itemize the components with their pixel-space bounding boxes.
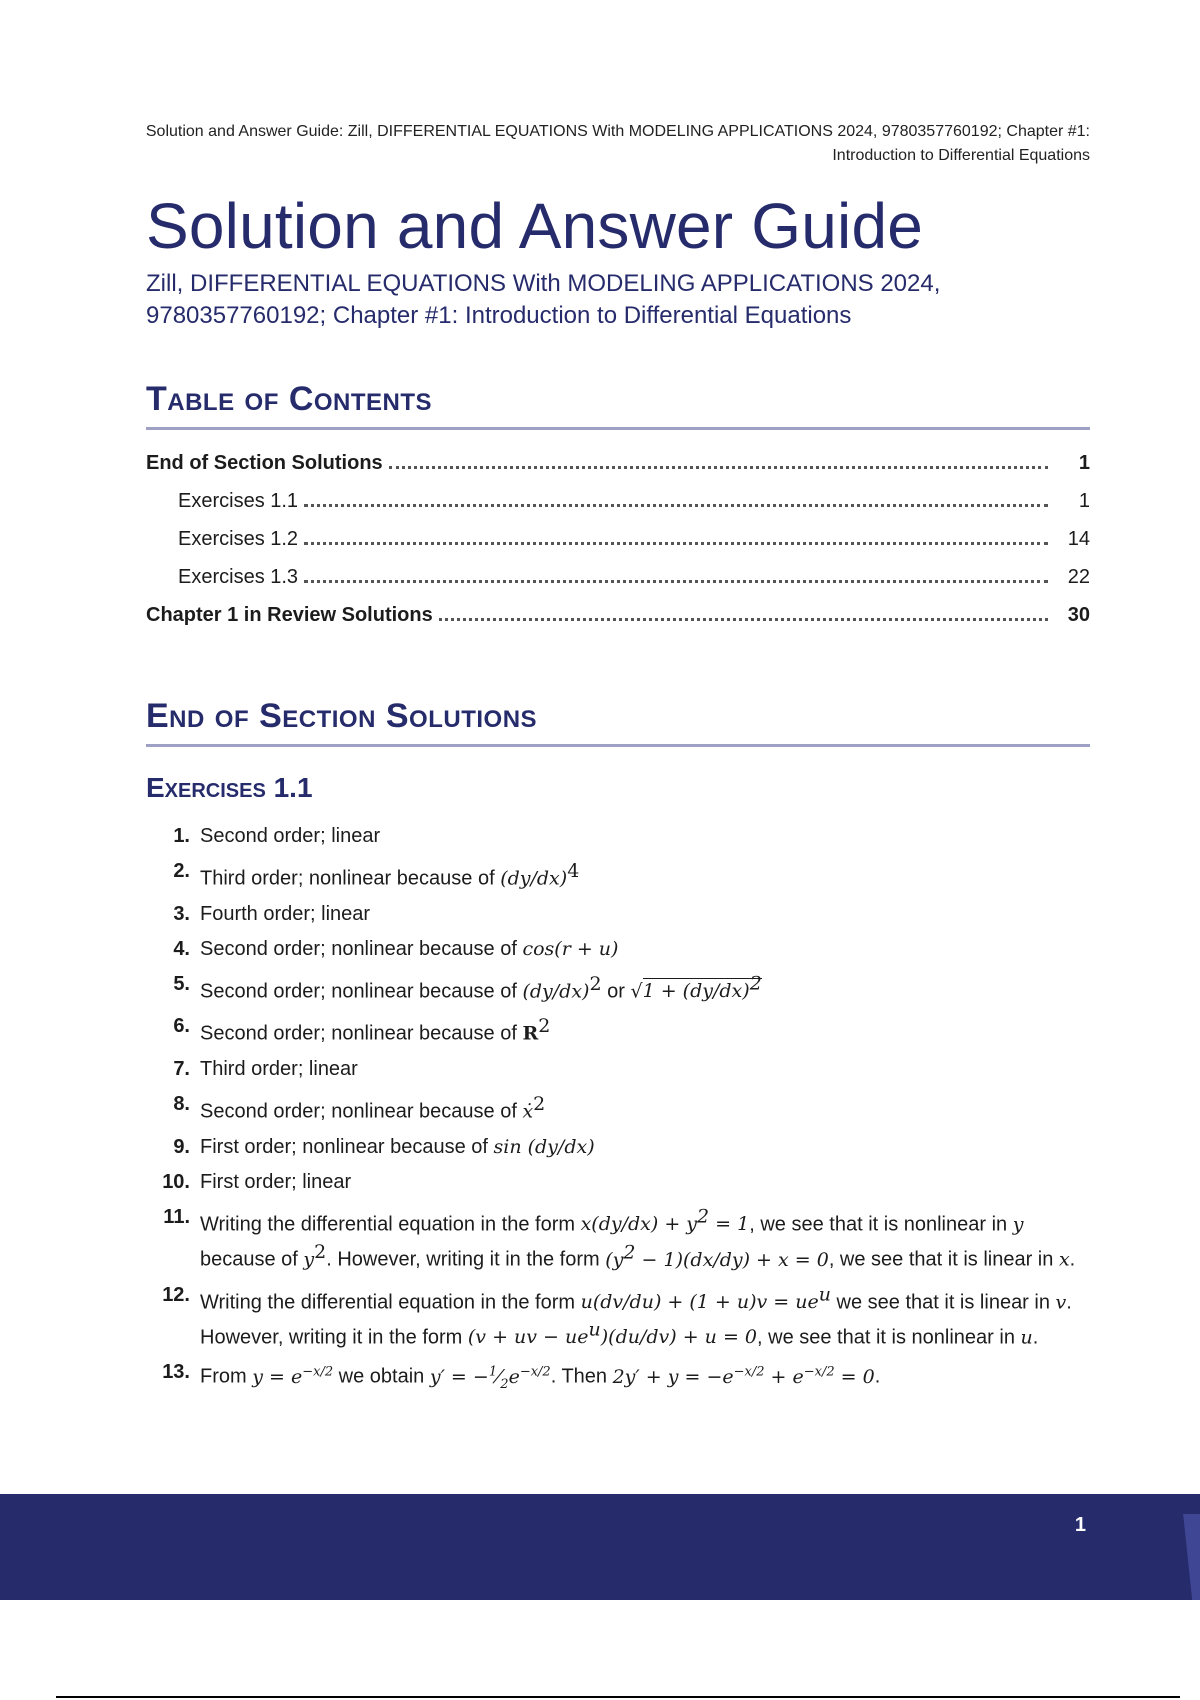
running-header-line2: Introduction to Differential Equations <box>832 147 1090 164</box>
math-var: x <box>1058 1248 1070 1271</box>
list-item <box>150 822 1090 850</box>
item-number: 6. <box>173 1015 190 1038</box>
math-exponent: 2 <box>533 1092 546 1115</box>
item-prose: we see that it is linear in <box>836 1290 1050 1313</box>
item-text: Third order; linear <box>200 1057 358 1080</box>
math-var: u <box>1020 1326 1033 1349</box>
math-var: y <box>303 1248 315 1271</box>
item-text <box>200 1090 1090 1126</box>
list-item <box>150 1012 1090 1048</box>
item-prose: Second order; nonlinear because of <box>200 937 517 960</box>
item-text: Writing the differential equation in the form $x(dy/dx) + y^2 = 1$, we see that it is nonlinear in y because of $y^2$. However, writing it in the form $(y^2 - 1)(dx/dy) + x = 0$, we see that it is linear in x. <box>200 1205 1076 1271</box>
math-expression: $y' = -^1⁄_2e^{-x/2}$ <box>429 1364 551 1392</box>
math-exponent: 2 <box>589 972 602 995</box>
math-expression: (dy/dx) <box>500 867 568 890</box>
item-text <box>200 1133 1090 1161</box>
item-text: Second order; linear <box>200 825 381 847</box>
list-item <box>150 1203 1090 1274</box>
toc-entry-label: Exercises 1.2 <box>178 528 299 550</box>
item-prose: , we see that it is nonlinear in <box>749 1212 1008 1235</box>
toc-leader <box>439 607 1048 621</box>
item-prose: because of <box>200 1248 298 1271</box>
toc-entry-exercises-1-3[interactable] <box>146 566 1090 604</box>
sqrt-radicand: 1 + (dy/dx) <box>642 980 750 1003</box>
toc-entry-exercises-1-1[interactable] <box>146 490 1090 528</box>
item-number: 2. <box>173 860 190 882</box>
item-prose: Second order; nonlinear because of <box>200 1022 517 1045</box>
toc-entry-label: End of Section Solutions <box>146 452 383 474</box>
page-footer <box>0 1494 1200 1600</box>
math-expression: cos(r + u) <box>522 937 619 960</box>
item-number: 11. <box>163 1205 190 1228</box>
math-expression: sin (dy/dx) <box>493 1135 595 1158</box>
math-part: − 1)(dx/dy) + x = 0 <box>635 1248 829 1271</box>
toc-entry-page: 22 <box>1067 566 1090 588</box>
section-heading: End of Section Solutions <box>146 697 538 735</box>
toc-entry-label: Exercises 1.1 <box>178 490 299 512</box>
math-expression <box>580 1283 831 1313</box>
toc-heading: Table of Contents <box>146 380 433 418</box>
table-of-contents <box>146 452 1090 642</box>
math-part: (v + uv − ue <box>467 1326 589 1349</box>
item-text <box>200 1012 1090 1048</box>
item-number: 8. <box>173 1092 190 1115</box>
page-bottom-rule <box>56 1696 1180 1698</box>
item-prose: Writing the differential equation in the form <box>200 1290 576 1313</box>
list-item <box>150 1358 1090 1398</box>
math-expression: $y = e^{-x/2}$ <box>252 1364 334 1388</box>
item-prose: Writing the differential equation in the form <box>200 1212 576 1235</box>
math-part: u(dv/du) + (1 + u)v = ue <box>580 1290 819 1313</box>
math-exponent: u <box>818 1283 831 1306</box>
list-item <box>150 1133 1090 1161</box>
item-prose: . However, writing it in the form <box>200 1290 1072 1349</box>
item-text: Fourth order; linear <box>200 902 371 925</box>
item-text: From $y = e^{-x/2}$ we obtain $y' = -^1⁄_2e^{-x/2}$. Then $2y' + y = -e^{-x/2} + e^{-x/2} = 0$. <box>200 1364 881 1392</box>
math-part: 2y′ + y = −e <box>612 1365 734 1388</box>
math-expression <box>605 1241 829 1271</box>
math-exponent: 2 <box>697 1205 710 1228</box>
toc-leader <box>389 455 1048 469</box>
list-item <box>150 1168 1090 1196</box>
document-subtitle <box>146 268 1086 332</box>
item-prose: Second order; nonlinear because of <box>200 980 517 1003</box>
math-expression: R <box>522 1022 539 1045</box>
math-expression <box>580 1205 750 1235</box>
list-item <box>150 857 1090 893</box>
item-prose: Second order; nonlinear because of <box>200 1100 517 1123</box>
document-title: Solution and Answer Guide <box>146 190 924 262</box>
item-prose: we obtain <box>338 1365 425 1388</box>
math-exponent: 4 <box>567 860 580 882</box>
toc-entry-exercises-1-2[interactable] <box>146 528 1090 566</box>
toc-entry-label: Exercises 1.3 <box>178 566 299 588</box>
item-prose: Third order; nonlinear because of <box>200 867 495 890</box>
subtitle-line1: Zill, DIFFERENTIAL EQUATIONS With MODELING APPLICATIONS 2024, <box>146 270 941 297</box>
toc-leader <box>304 569 1048 583</box>
item-prose: , we see that it is linear in <box>828 1248 1054 1271</box>
item-number: 9. <box>173 1135 190 1158</box>
math-part: x(dy/dx) + y <box>580 1212 698 1235</box>
item-prose: From <box>200 1365 247 1388</box>
item-prose: . Then <box>550 1365 608 1388</box>
running-header <box>70 120 1090 168</box>
item-number: 13. <box>162 1361 190 1384</box>
item-text: First order; linear <box>200 1170 352 1193</box>
item-number: 5. <box>173 972 190 995</box>
item-prose: , we see that it is nonlinear in <box>757 1326 1015 1349</box>
item-text: Writing the differential equation in the form $u(dv/du) + (1 + u)v = ue^u$ we see that it is linear in v. However, writing it in the form (v + uv − $ue^u)(du/dv) + u = 0$, we see that it is nonlinear in u. <box>200 1283 1072 1349</box>
running-header-line1: Solution and Answer Guide: Zill, DIFFERENTIAL EQUATIONS With MODELING APPLICATIONS 2024, 9780357760192; Chapter #1: <box>145 123 1090 140</box>
exercises-heading: Exercises 1.1 <box>146 772 313 803</box>
toc-entry-end-of-section[interactable] <box>146 452 1090 490</box>
page-number: 1 <box>1074 1514 1086 1536</box>
sqrt-expression <box>642 972 762 1003</box>
item-prose: . However, writing it in the form <box>326 1248 600 1271</box>
math-part: (y <box>605 1248 624 1271</box>
math-exponent: 2 <box>538 1015 551 1038</box>
toc-entry-page: 1 <box>1078 490 1090 512</box>
math-part: )(du/dv) + u = 0 <box>600 1326 758 1349</box>
item-text <box>200 935 1090 963</box>
toc-leader <box>304 493 1048 507</box>
list-item <box>150 970 1090 1006</box>
subtitle-line2: 9780357760192; Chapter #1: Introduction to Differential Equations <box>146 302 852 329</box>
toc-entry-chapter-review[interactable] <box>146 604 1090 642</box>
item-prose-or: or <box>607 980 625 1003</box>
list-item <box>150 1281 1090 1352</box>
toc-rule <box>146 427 1090 430</box>
toc-entry-page: 30 <box>1067 604 1090 626</box>
item-number: 4. <box>173 937 190 960</box>
math-var: y <box>1012 1212 1024 1235</box>
item-number: 7. <box>173 1057 190 1080</box>
item-number: 10. <box>162 1170 190 1193</box>
item-number: 12. <box>162 1283 190 1306</box>
sqrt-sign: √ <box>630 980 643 1003</box>
item-text <box>200 857 1090 893</box>
item-number: 1. <box>173 825 190 847</box>
list-item <box>150 1090 1090 1126</box>
toc-entry-page: 1 <box>1078 452 1090 474</box>
item-text <box>200 970 1090 1006</box>
item-prose: First order; nonlinear because of <box>200 1135 488 1158</box>
math-expression: ẋ <box>522 1100 534 1123</box>
sqrt-exponent: 2 <box>749 972 762 995</box>
math-exponent: 2 <box>623 1241 636 1264</box>
list-item <box>150 1055 1090 1083</box>
section-rule <box>146 744 1090 747</box>
toc-entry-page: 14 <box>1067 528 1090 550</box>
math-exponent: u <box>588 1318 601 1341</box>
toc-leader <box>304 531 1048 545</box>
math-part: = 1 <box>709 1212 750 1235</box>
exercise-list <box>150 822 1090 1405</box>
list-item <box>150 900 1090 928</box>
item-number: 3. <box>173 902 190 925</box>
math-expression: $2y' + y = -e^{-x/2} + e^{-x/2} = 0$ <box>612 1364 875 1388</box>
math-exponent: 2 <box>314 1240 327 1263</box>
math-var: v <box>1055 1290 1067 1313</box>
list-item <box>150 935 1090 963</box>
footer-accent-shape <box>1174 1514 1200 1600</box>
math-expression <box>467 1318 758 1349</box>
toc-entry-label: Chapter 1 in Review Solutions <box>146 604 433 626</box>
math-expression: (dy/dx) <box>522 980 590 1003</box>
